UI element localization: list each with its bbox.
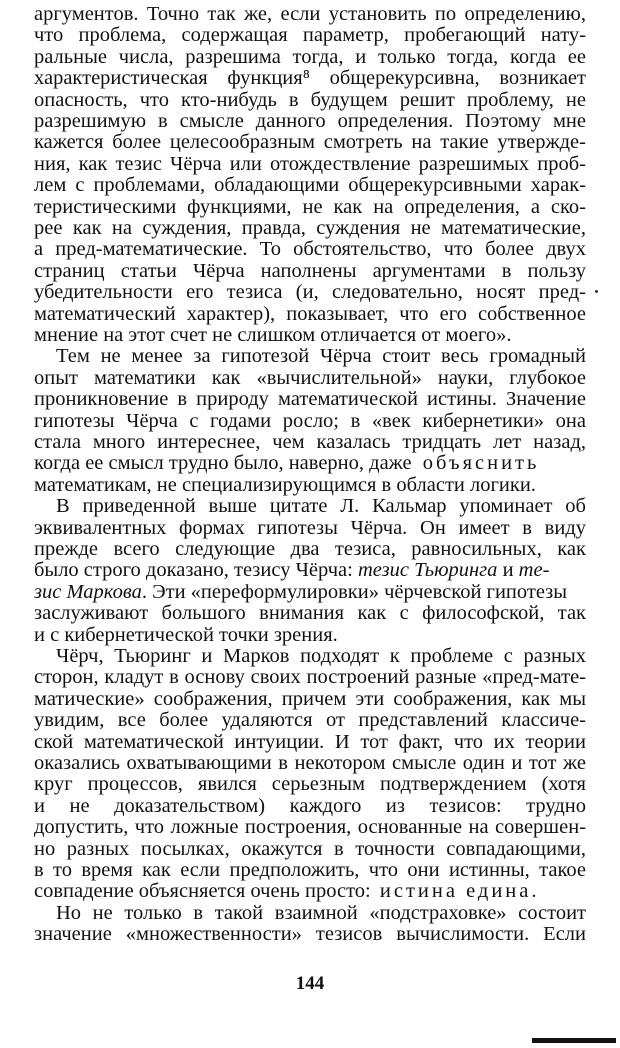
text-line: убедительности его тезиса (и, следовательно, носят пред- <box>34 281 586 304</box>
paragraph-first-line: Чёрч, Тьюринг и Марков подходят к проблеме с разных <box>56 645 586 667</box>
text-line: значение «множественности» тезисов вычислимости. Если <box>34 923 586 946</box>
text-line: аргументов. Точно так же, если установить по определению, <box>34 3 586 25</box>
text-line <box>34 451 586 475</box>
text-line: гипотезы Чёрча с годами росло; в «век кибернетики» она <box>34 409 586 432</box>
text-line: эквивалентных формах гипотезы Чёрча. Он имеет в виду <box>34 516 586 539</box>
text-fragment: . Эти «переформулировки» чёрчевской гипотезы <box>141 580 568 603</box>
text-line: и с кибернетической точки зрения. <box>34 623 338 646</box>
text-line: математический характер), показывает, что его собственное <box>34 302 586 325</box>
text-line: ральные числа, разрешима тогда, и только тогда, когда ее <box>34 45 586 68</box>
text-line: и не доказательством) каждого из тезисов: трудно <box>34 794 586 817</box>
text-line: лем с проблемами, обладающими общерекурсивными харак- <box>34 174 586 197</box>
paragraph-first-line: В приведенной выше цитате Л. Кальмар упоминает об <box>56 495 586 518</box>
text-line: разрешимую в смысле данного определения. Поэтому мне <box>34 110 586 132</box>
text-line: сторон, кладут в основу своих построений разные «пред-мате- <box>34 666 586 689</box>
text-line <box>34 879 586 903</box>
scan-speck <box>595 290 598 293</box>
text-line: оказались охватывающими в некотором смысле один и тот же <box>34 752 586 774</box>
text-line: страниц статьи Чёрча наполнены аргументами в пользу <box>34 259 586 282</box>
footer-rule <box>532 1038 616 1043</box>
text-line: проникновение в природу математической истины. Значение <box>34 388 586 411</box>
text-line: характеристическая функция⁸ общерекурсивна, возникает <box>34 67 586 90</box>
text-line: опасность, что кто-нибудь в будущем решит проблему, не <box>34 88 586 111</box>
text-line: заслуживают большого внимания как с философской, так <box>34 602 586 625</box>
text-line: стала много интереснее, чем казалась тридцать лет назад, <box>34 431 586 453</box>
paragraph-first-line: Тем не менее за гипотезой Чёрча стоит весь громадный <box>56 345 586 368</box>
text-line: теристическими функциями, не как на определения, а ско- <box>34 195 586 218</box>
text-line: математикам, не специализирующимся в области логики. <box>34 473 536 496</box>
spaced-emphasis: истина едина. <box>379 880 540 903</box>
text-line: допустить, что ложные построения, основанные на совершен- <box>34 816 586 839</box>
text-line: круг процессов, явился серьезным подтверждением (хотя <box>34 773 586 796</box>
page-number: 144 <box>295 973 325 994</box>
text-line: рее как на суждения, правда, суждения не математические, <box>34 217 586 239</box>
text-line: а пред-математические. То обстоятельство, что более двух <box>34 238 586 261</box>
text-line: матические» соображения, причем эти соображения, как мы <box>34 687 586 710</box>
text-line: что проблема, содержащая параметр, пробегающий нату- <box>34 24 586 47</box>
text-fragment: когда ее смысл трудно было, наверно, даже <box>34 452 412 475</box>
text-line: ния, как тезис Чёрча или отождествление разрешимых проб- <box>34 152 586 175</box>
text-fragment: и <box>502 559 514 582</box>
text-line: ской математической интуиции. И тот факт, что их теории <box>34 730 586 753</box>
text-line <box>34 558 586 582</box>
text-line: увидим, все более удаляются от представлений классиче- <box>34 709 586 732</box>
text-line: но разных посылках, окажутся в точности совпадающими, <box>34 837 586 860</box>
italic-term: зис Маркова <box>34 580 142 603</box>
text-line: кажется более целесообразным смотреть на такие утвержде- <box>34 131 586 154</box>
text-fragment: было строго доказано, тезису Чёрча: <box>34 559 353 582</box>
text-line: мнение на этот счет не слишком отличается от моего». <box>34 324 512 346</box>
text-line: опыт математики как «вычислительной» науки, глубокое <box>34 366 586 389</box>
text-line: в то время как если предположить, что они истинны, такое <box>34 859 586 881</box>
text-fragment: совпадение объясняется очень просто: <box>34 880 371 903</box>
italic-term: тезис Тьюринга <box>357 559 498 582</box>
italic-term: те- <box>518 559 550 582</box>
spaced-emphasis: объяснить <box>422 452 540 475</box>
text-line: прежде всего следующие два тезиса, равносильных, как <box>34 538 586 560</box>
paragraph-first-line: Но не только в такой взаимной «подстраховке» состоит <box>56 901 586 924</box>
text-line <box>34 580 586 604</box>
